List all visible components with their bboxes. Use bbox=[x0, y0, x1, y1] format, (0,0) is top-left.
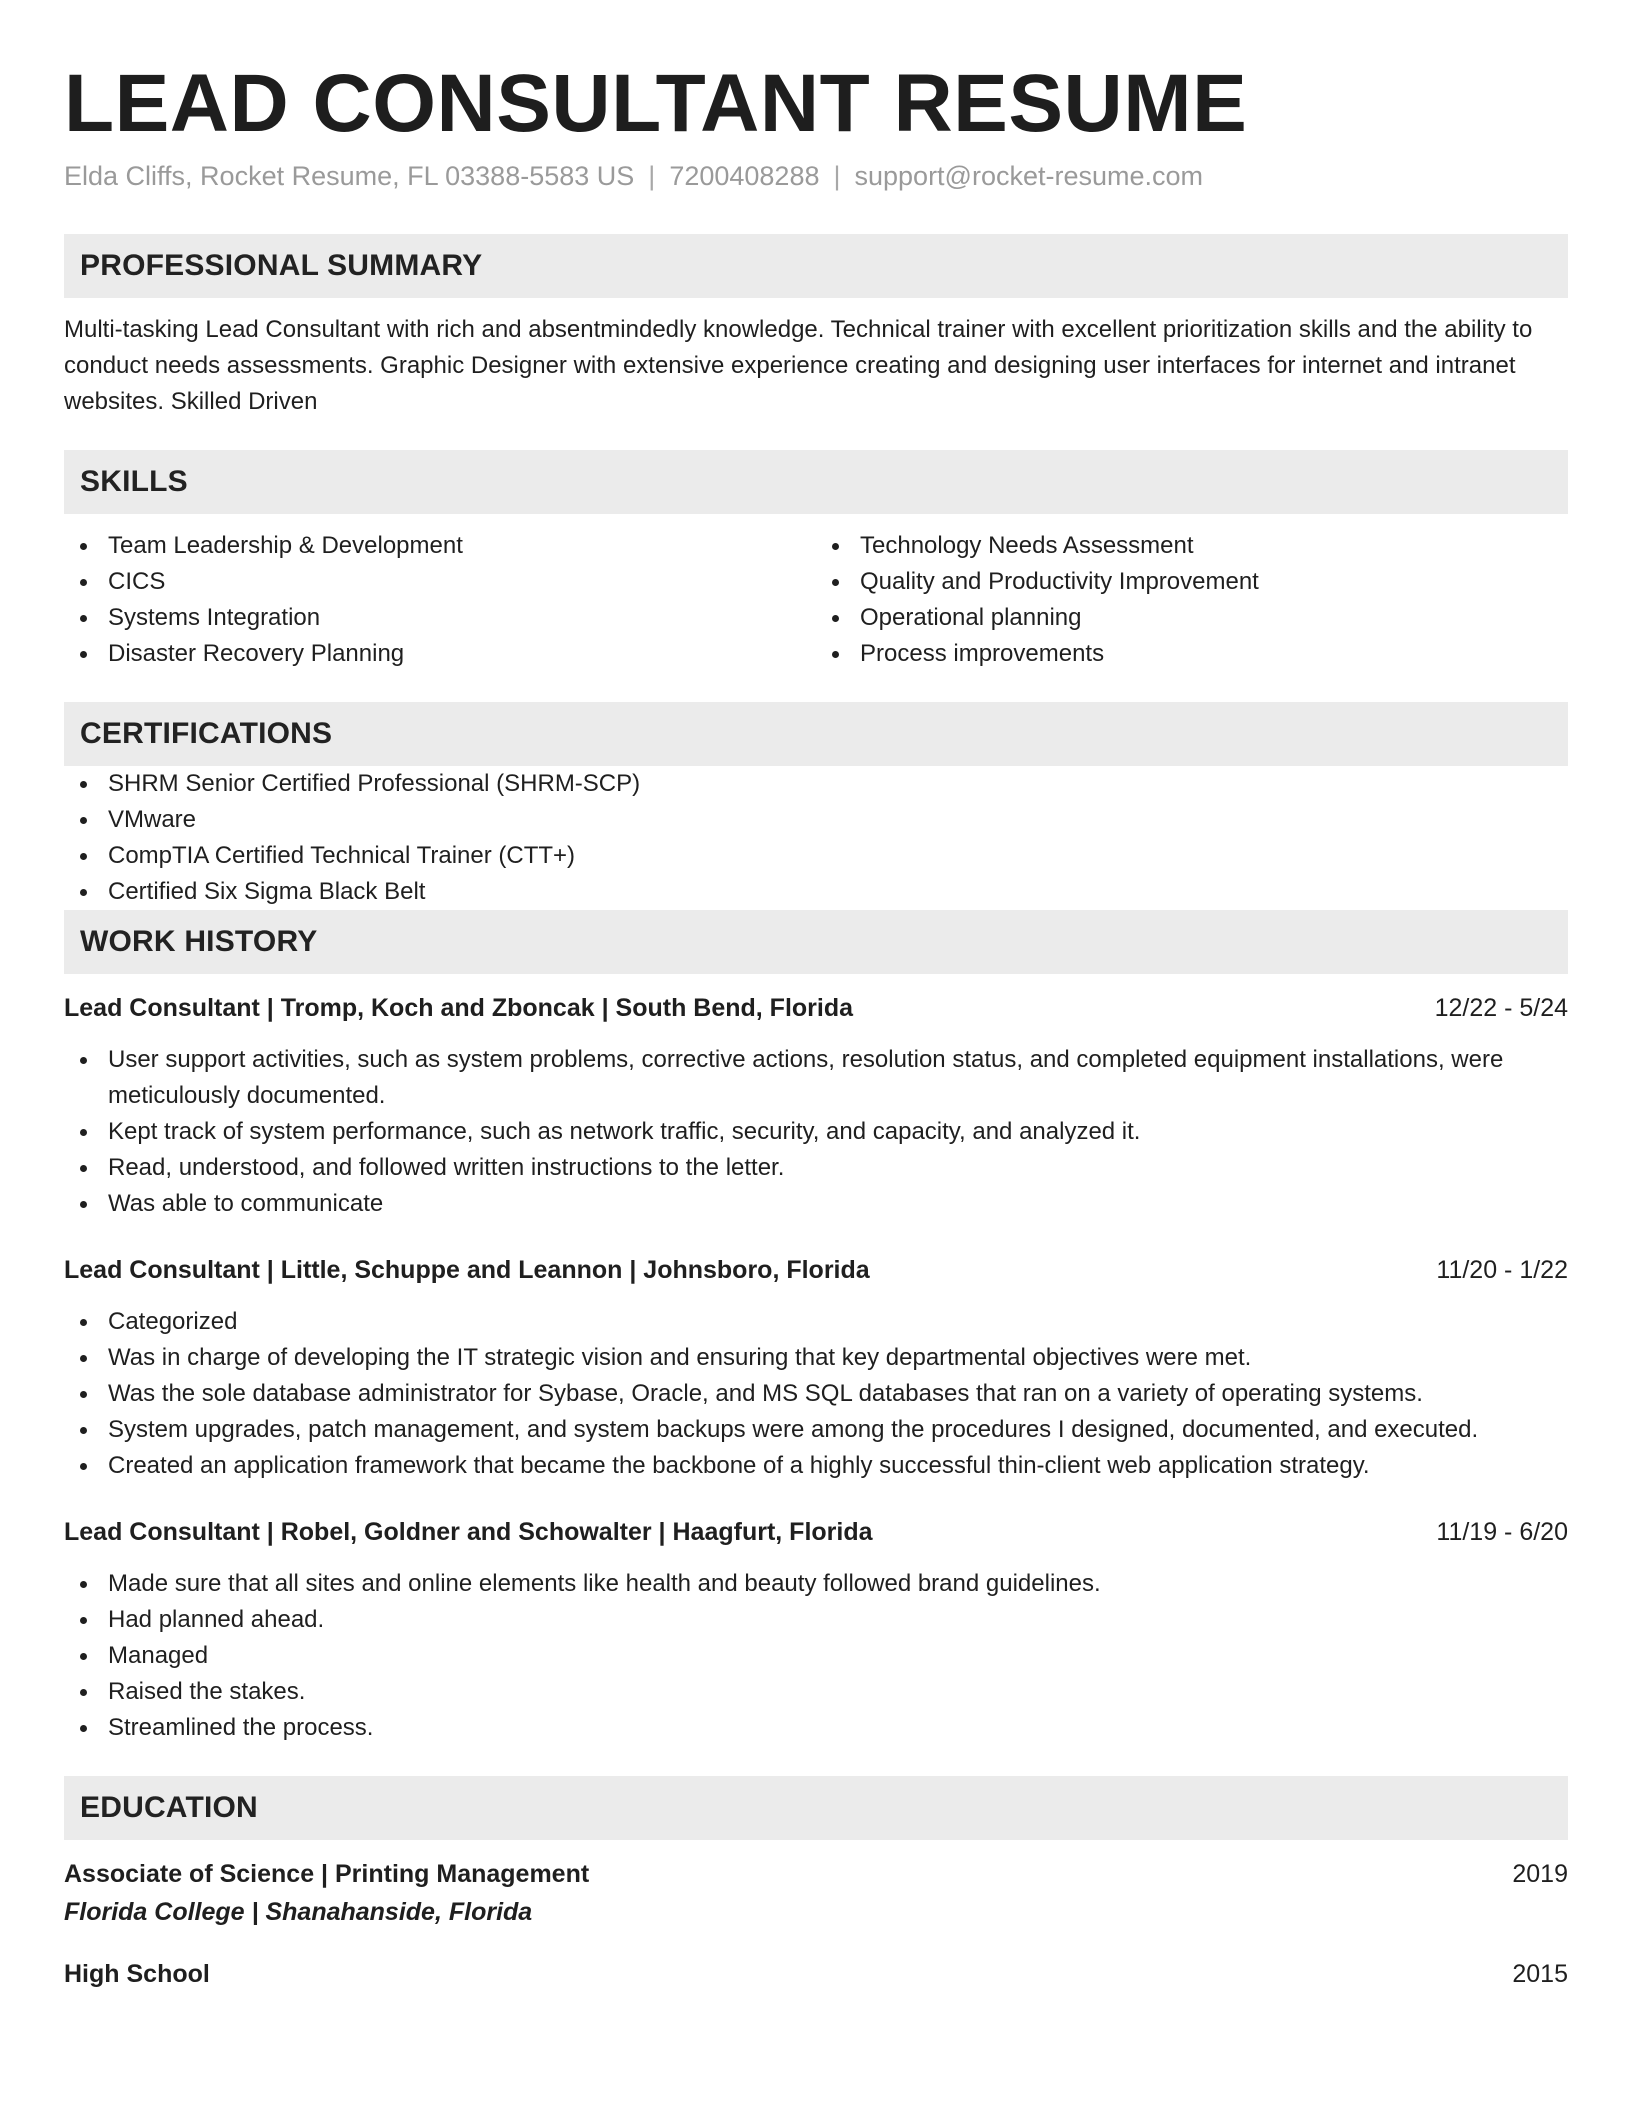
education-year: 2015 bbox=[1512, 1960, 1568, 1988]
job-bullet: Streamlined the process. bbox=[64, 1710, 1568, 1746]
certification-item: CompTIA Certified Technical Trainer (CTT+) bbox=[64, 838, 1568, 874]
contact-line bbox=[64, 158, 1568, 194]
job-bullet: User support activities, such as system problems, corrective actions, resolution status, and completed equipment installations, were meticulously documented. bbox=[64, 1042, 1568, 1114]
certification-item: VMware bbox=[64, 802, 1568, 838]
job-bullet: Had planned ahead. bbox=[64, 1602, 1568, 1638]
job-bullets bbox=[64, 1566, 1568, 1746]
certification-item: SHRM Senior Certified Professional (SHRM-SCP) bbox=[64, 766, 1568, 802]
job-bullet: Read, understood, and followed written instructions to the letter. bbox=[64, 1150, 1568, 1186]
skill-item: Disaster Recovery Planning bbox=[64, 636, 816, 672]
skill-item: Process improvements bbox=[816, 636, 1568, 672]
job-bullet: Made sure that all sites and online elements like health and beauty followed brand guidelines. bbox=[64, 1566, 1568, 1602]
job-bullets bbox=[64, 1042, 1568, 1222]
contact-address: Elda Cliffs, Rocket Resume, FL 03388-5583 US bbox=[64, 161, 635, 191]
education-year: 2019 bbox=[1512, 1860, 1568, 1888]
job-bullet: Was in charge of developing the IT strategic vision and ensuring that key departmental objectives were met. bbox=[64, 1340, 1568, 1376]
job-bullet: Was the sole database administrator for Sybase, Oracle, and MS SQL databases that ran on a variety of operating systems. bbox=[64, 1376, 1568, 1412]
skill-item: Team Leadership & Development bbox=[64, 528, 816, 564]
section-heading-certifications: CERTIFICATIONS bbox=[64, 702, 1568, 766]
education-header bbox=[64, 1956, 1568, 1992]
job-dates: 12/22 - 5/24 bbox=[1434, 994, 1568, 1022]
job-bullet: System upgrades, patch management, and system backups were among the procedures I designed, documented, and executed. bbox=[64, 1412, 1568, 1448]
resume-title: LEAD CONSULTANT RESUME bbox=[64, 58, 1248, 149]
skill-item: Systems Integration bbox=[64, 600, 816, 636]
contact-email: support@rocket-resume.com bbox=[854, 161, 1204, 191]
education-entry bbox=[64, 1956, 1568, 1992]
job-header bbox=[64, 990, 1568, 1026]
job-entry bbox=[64, 1252, 1568, 1484]
job-title: Lead Consultant | Little, Schuppe and Leannon | Johnsboro, Florida bbox=[64, 1256, 870, 1284]
job-title: Lead Consultant | Robel, Goldner and Schowalter | Haagfurt, Florida bbox=[64, 1518, 873, 1546]
work-history bbox=[64, 990, 1568, 1746]
education-school: Florida College | Shanahanside, Florida bbox=[64, 1898, 533, 1926]
section-heading-education: EDUCATION bbox=[64, 1776, 1568, 1840]
job-dates: 11/19 - 6/20 bbox=[1436, 1518, 1568, 1546]
education-degree: Associate of Science | Printing Management bbox=[64, 1860, 590, 1888]
contact-separator: | bbox=[833, 161, 841, 191]
section-heading-skills: SKILLS bbox=[64, 450, 1568, 514]
section-heading-work-history: WORK HISTORY bbox=[64, 910, 1568, 974]
education-entry bbox=[64, 1856, 1568, 1932]
job-bullet: Managed bbox=[64, 1638, 1568, 1674]
summary-text: Multi-tasking Lead Consultant with rich and absentmindedly knowledge. Technical trainer with excellent prioritization skills and the ability to conduct needs assessments. Graphic Designer with extensive experience creating and designing user interfaces for internet and intranet websites. Skilled Driven bbox=[64, 316, 1533, 415]
job-dates: 11/20 - 1/22 bbox=[1436, 1256, 1568, 1284]
job-bullet: Created an application framework that became the backbone of a highly successful thin-client web application strategy. bbox=[64, 1448, 1568, 1484]
section-heading-summary: PROFESSIONAL SUMMARY bbox=[64, 234, 1568, 298]
skill-item: Operational planning bbox=[816, 600, 1568, 636]
skill-item: Quality and Productivity Improvement bbox=[816, 564, 1568, 600]
education-header bbox=[64, 1856, 1568, 1892]
skill-item: CICS bbox=[64, 564, 816, 600]
contact-phone: 7200408288 bbox=[669, 161, 820, 191]
job-header bbox=[64, 1252, 1568, 1288]
job-bullet: Raised the stakes. bbox=[64, 1674, 1568, 1710]
job-bullet: Was able to communicate bbox=[64, 1186, 1568, 1222]
job-title: Lead Consultant | Tromp, Koch and Zboncak | South Bend, Florida bbox=[64, 994, 854, 1022]
job-header bbox=[64, 1514, 1568, 1550]
skills-list bbox=[64, 528, 1568, 672]
skill-item: Technology Needs Assessment bbox=[816, 528, 1568, 564]
skills-column-left bbox=[64, 528, 816, 672]
education-degree: High School bbox=[64, 1960, 210, 1988]
contact-separator: | bbox=[648, 161, 656, 191]
job-bullet: Categorized bbox=[64, 1304, 1568, 1340]
job-entry bbox=[64, 1514, 1568, 1746]
job-bullet: Kept track of system performance, such as network traffic, security, and capacity, and analyzed it. bbox=[64, 1114, 1568, 1150]
certification-item: Certified Six Sigma Black Belt bbox=[64, 874, 1568, 910]
certifications-list bbox=[64, 766, 1568, 910]
job-bullets bbox=[64, 1304, 1568, 1484]
skills-column-right bbox=[816, 528, 1568, 672]
job-entry bbox=[64, 990, 1568, 1222]
